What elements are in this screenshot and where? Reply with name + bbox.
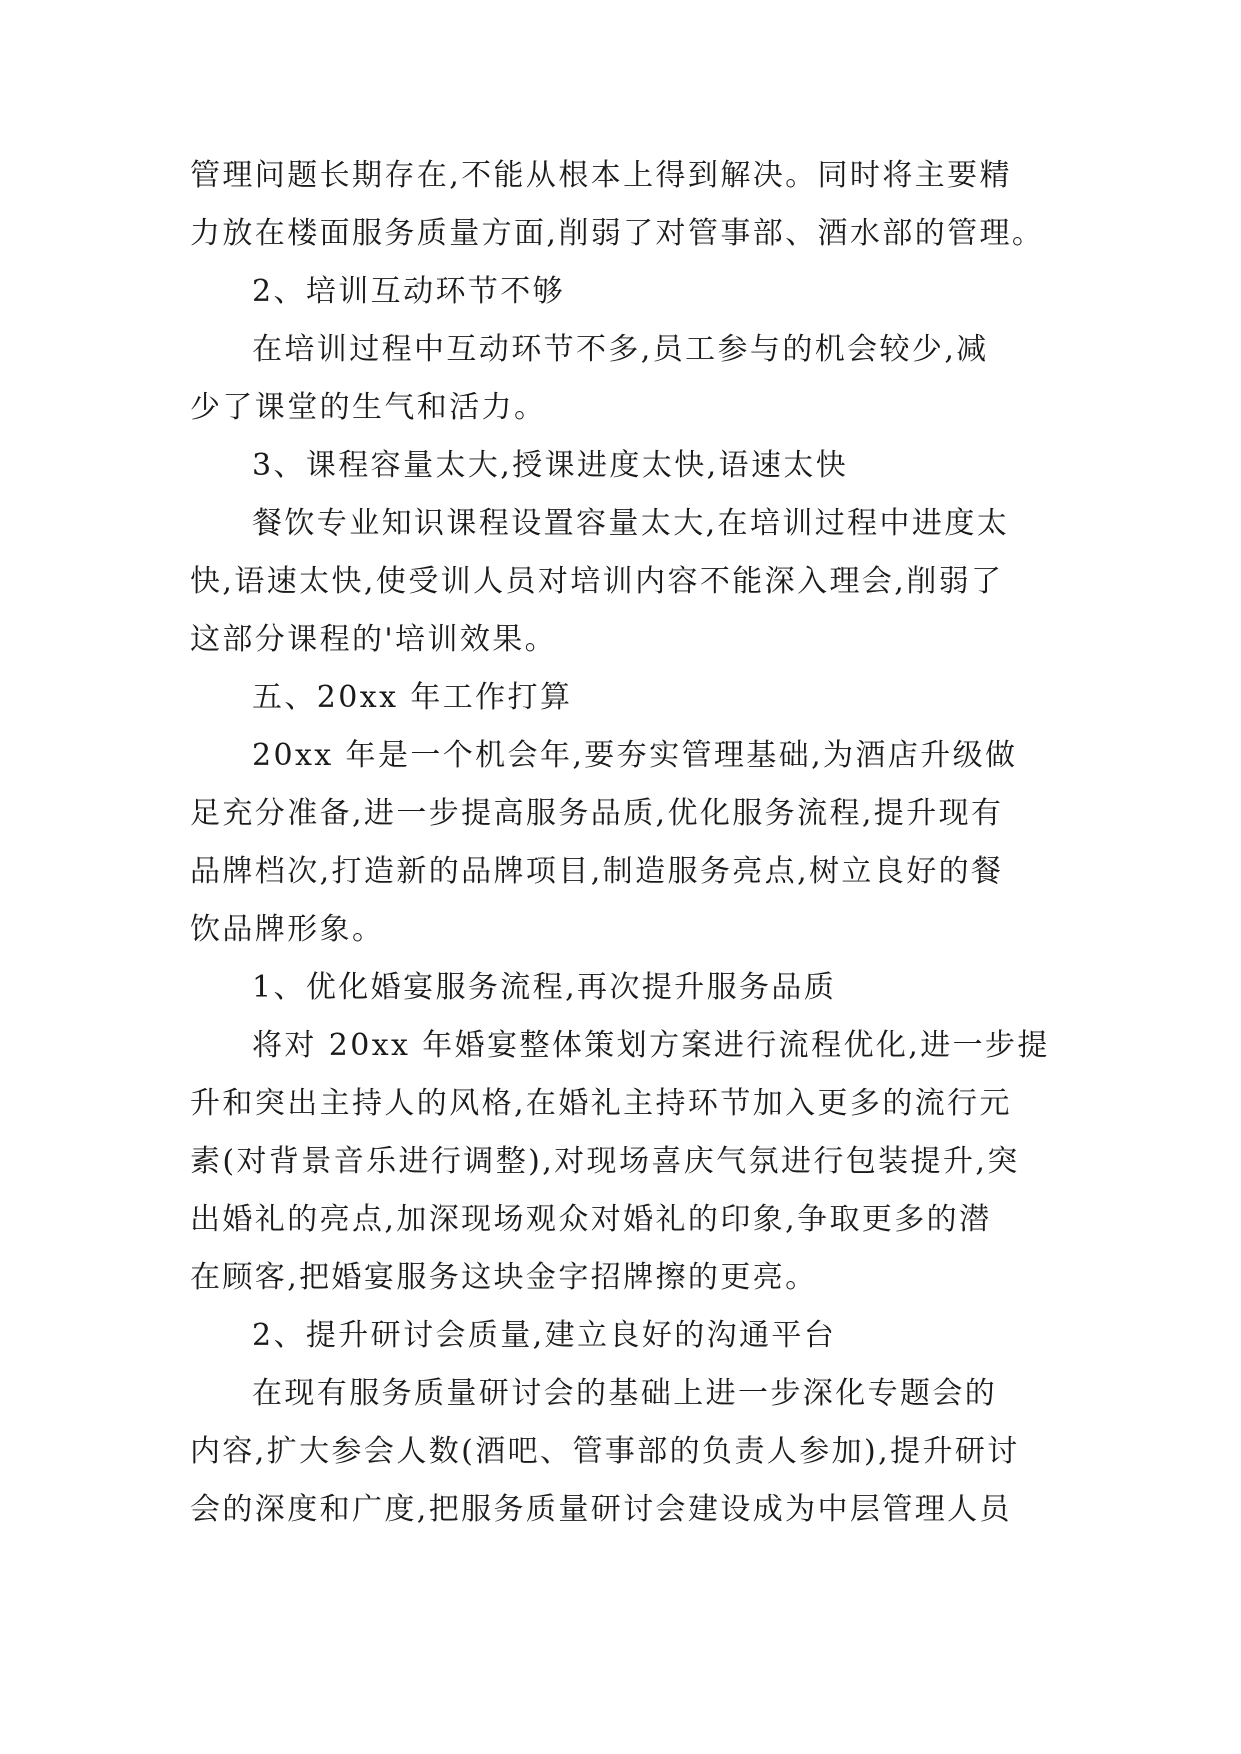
text-line: 在现有服务质量研讨会的基础上进一步深化专题会的 — [252, 1376, 998, 1411]
text-line: 快,语速太快,使受训人员对培训内容不能深入理会,削弱了 — [190, 564, 1004, 599]
section-heading: 五、20xx 年工作打算 — [252, 680, 573, 715]
text-line: 将对 20xx 年婚宴整体策划方案进行流程优化,进一步提 — [252, 1028, 1050, 1063]
section-heading: 2、培训互动环节不够 — [252, 274, 566, 309]
text-line: 素(对背景音乐进行调整),对现场喜庆气氛进行包装提升,突 — [190, 1144, 1020, 1179]
text-line: 出婚礼的亮点,加深现场观众对婚礼的印象,争取更多的潜 — [190, 1202, 992, 1237]
text-line: 品牌档次,打造新的品牌项目,制造服务亮点,树立良好的餐 — [190, 854, 1004, 889]
text-line: 管理问题长期存在,不能从根本上得到解决。同时将主要精 — [190, 158, 1012, 193]
text-line: 饮品牌形象。 — [190, 912, 385, 947]
text-line: 内容,扩大参会人数(酒吧、管事部的负责人参加),提升研讨 — [190, 1434, 1020, 1469]
text-line: 这部分课程的'培训效果。 — [190, 622, 558, 657]
section-heading: 2、提升研讨会质量,建立良好的沟通平台 — [252, 1318, 837, 1353]
text-line: 足充分准备,进一步提高服务品质,优化服务流程,提升现有 — [190, 796, 1004, 831]
text-line: 会的深度和广度,把服务质量研讨会建设成为中层管理人员 — [190, 1492, 1012, 1527]
text-line: 餐饮专业知识课程设置容量太大,在培训过程中进度太 — [252, 506, 1010, 541]
section-heading: 1、优化婚宴服务流程,再次提升服务品质 — [252, 970, 837, 1005]
text-line: 力放在楼面服务质量方面,削弱了对管事部、酒水部的管理。 — [190, 216, 1045, 251]
text-line: 少了课堂的生气和活力。 — [190, 390, 547, 425]
text-line: 在培训过程中互动环节不多,员工参与的机会较少,减 — [252, 332, 989, 367]
text-line: 在顾客,把婚宴服务这块金字招牌擦的更亮。 — [190, 1260, 818, 1295]
text-line: 20xx 年是一个机会年,要夯实管理基础,为酒店升级做 — [252, 738, 1018, 773]
text-line: 升和突出主持人的风格,在婚礼主持环节加入更多的流行元 — [190, 1086, 1012, 1121]
section-heading: 3、课程容量太大,授课进度太快,语速太快 — [252, 448, 849, 483]
